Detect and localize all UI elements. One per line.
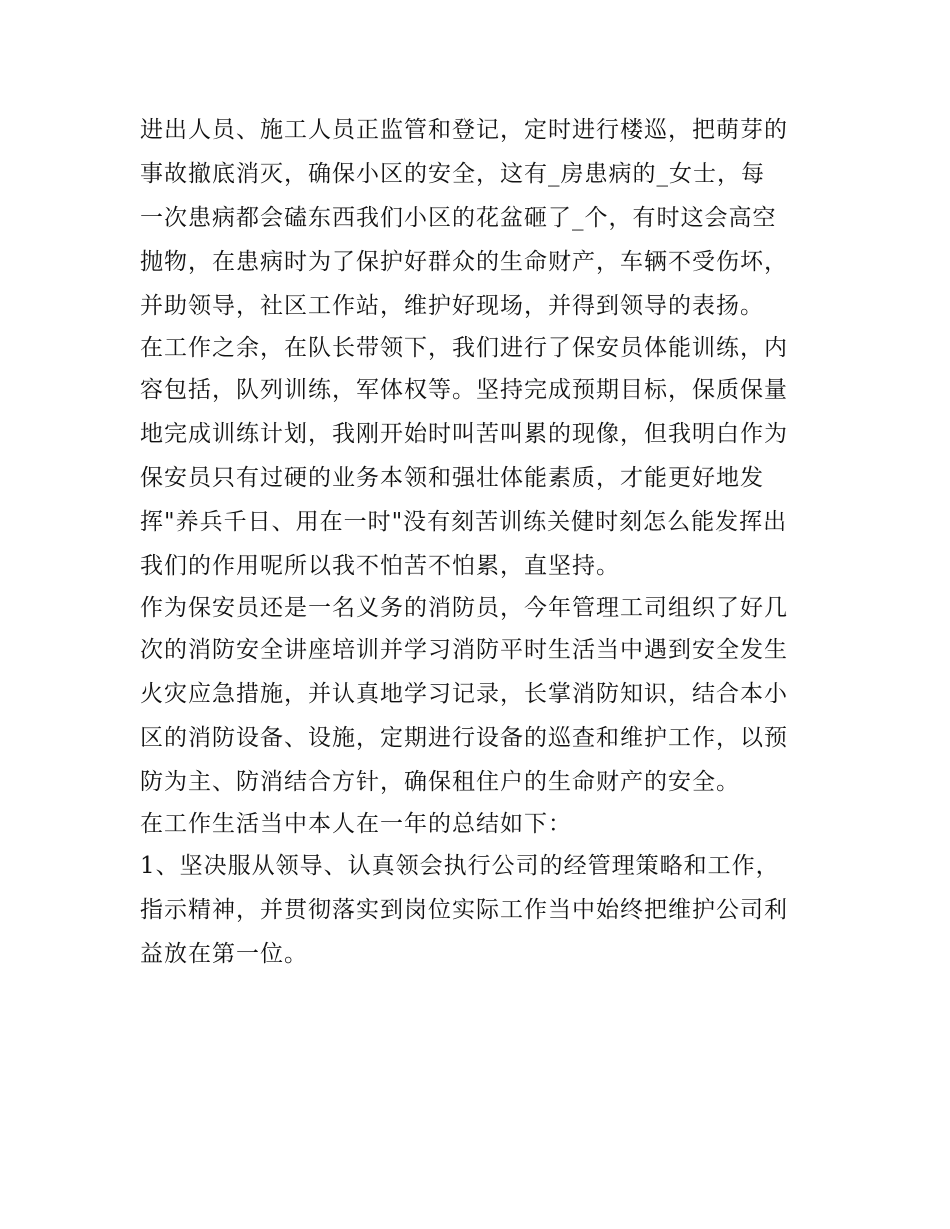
text-line: 地完成训练计划，我刚开始时叫苦叫累的现像，但我明白作为 (140, 421, 788, 447)
text-line: 抛物，在患病时为了保护好群众的生命财产，车辆不受伤坏， (140, 249, 788, 275)
text-line: 在工作之余，在队长带领下，我们进行了保安员体能训练，内 (140, 335, 788, 361)
text-line: 防为主、防消结合方针，确保租住户的生命财产的安全。 (140, 769, 740, 795)
text-line: 挥"养兵千日、用在一时"没有刻苦训练关健时刻怎么能发挥出 (140, 509, 788, 535)
text-line: 火灾应急措施，并认真地学习记录，长掌消防知识，结合本小 (140, 681, 788, 707)
text-line: 容包括，队列训练，军体权等。坚持完成预期目标，保质保量 (140, 377, 788, 403)
text-line: 1、坚决服从领导、认真领会执行公司的经管理策略和工作， (140, 853, 780, 879)
text-line: 我们的作用呢所以我不怕苦不怕累，直坚持。 (140, 553, 620, 579)
text-line: 并助领导，社区工作站，维护好现场，并得到领导的表扬。 (140, 293, 764, 319)
text-line: 保安员只有过硬的业务本领和强壮体能素质，才能更好地发 (140, 465, 764, 491)
text-line: 一次患病都会磕东西我们小区的花盆砸了_个，有时这会高空 (140, 205, 777, 231)
document-body (140, 108, 820, 976)
text-line: 进出人员、施工人员正监管和登记，定时进行楼巡，把萌芽的 (140, 117, 788, 143)
text-line: 次的消防安全讲座培训并学习消防平时生活当中遇到安全发生 (140, 637, 788, 663)
text-line: 作为保安员还是一名义务的消防员，今年管理工司组织了好几 (140, 595, 788, 621)
text-line: 在工作生活当中本人在一年的总结如下： (140, 811, 572, 837)
text-line: 事故撤底消灭，确保小区的安全，这有_房患病的_女士，每 (140, 161, 765, 187)
text-line: 益放在第一位。 (140, 941, 308, 967)
text-line: 指示精神，并贯彻落实到岗位实际工作当中始终把维护公司利 (140, 897, 788, 923)
text-line: 区的消防设备、设施，定期进行设备的巡查和维护工作，以预 (140, 725, 788, 751)
